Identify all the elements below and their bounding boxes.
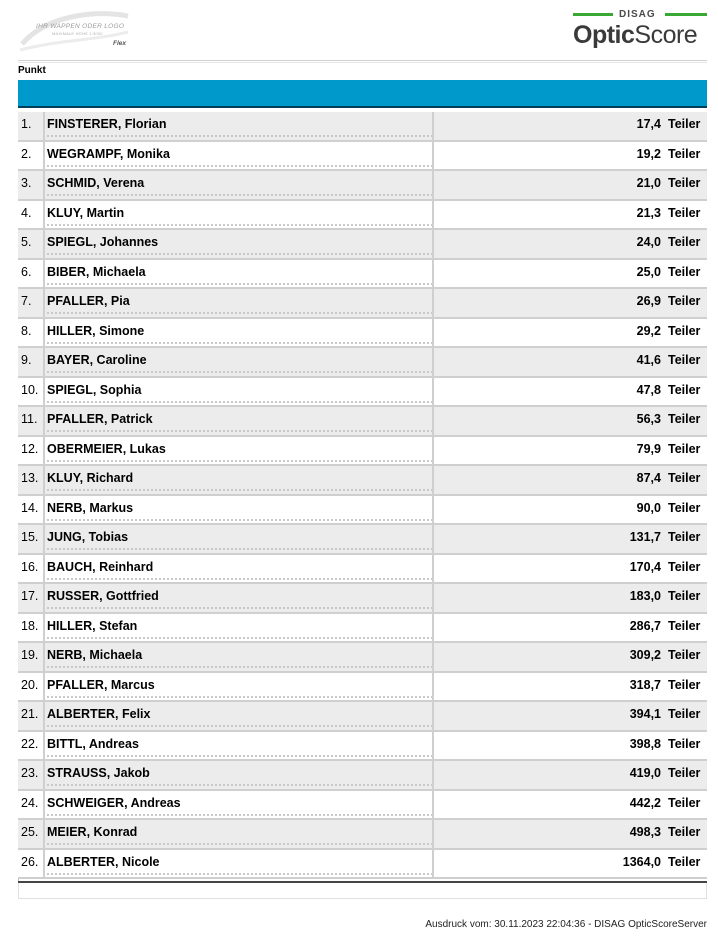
table-row (18, 348, 707, 378)
rank-cell: 6. (21, 264, 32, 279)
score-unit: Teiler (668, 264, 701, 279)
score-unit: Teiler (668, 412, 701, 426)
score-unit: Teiler (668, 648, 701, 662)
dotted-guide (47, 607, 433, 609)
table-row (18, 171, 707, 201)
table-row (18, 525, 707, 555)
rank-cell: 11. (21, 412, 38, 426)
header-divider (18, 60, 707, 61)
column-divider (43, 407, 45, 435)
score-value: 419,0 (629, 766, 661, 780)
score-unit: Teiler (668, 146, 701, 161)
column-divider (43, 555, 45, 583)
column-divider (43, 496, 45, 524)
brand-bar-left (573, 13, 613, 16)
table-row (18, 584, 707, 614)
column-divider (432, 555, 434, 583)
rank-cell: 7. (21, 294, 32, 308)
score-value: 25,0 (636, 264, 661, 279)
shooter-name: KLUY, Richard (47, 471, 134, 485)
column-divider (43, 820, 45, 848)
column-divider (43, 466, 45, 494)
shooter-name: KLUY, Martin (47, 205, 125, 220)
score-value: 24,0 (636, 235, 661, 249)
table-row (18, 555, 707, 585)
section-title: Punkt (18, 65, 46, 76)
shooter-name: STRAUSS, Jakob (47, 766, 150, 780)
table-row (18, 230, 707, 260)
column-divider (43, 230, 45, 258)
rank-cell: 25. (21, 825, 39, 839)
column-divider (432, 201, 434, 229)
column-divider (432, 112, 434, 140)
column-divider (432, 791, 434, 819)
column-divider (43, 437, 45, 465)
score-unit: Teiler (668, 471, 701, 485)
dotted-guide (47, 666, 433, 668)
rank-cell: 10. (21, 382, 39, 397)
dotted-guide (47, 578, 433, 580)
column-divider (43, 761, 45, 789)
column-divider (43, 378, 45, 406)
score-value: 19,2 (636, 146, 661, 161)
score-value: 1364,0 (622, 854, 661, 869)
rank-cell: 17. (21, 589, 39, 603)
dotted-guide (47, 342, 433, 344)
score-value: 26,9 (636, 294, 661, 308)
score-value: 394,1 (629, 707, 661, 721)
shooter-name: ALBERTER, Nicole (47, 854, 160, 869)
score-value: 29,2 (636, 323, 661, 338)
column-divider (432, 171, 434, 199)
column-divider (432, 437, 434, 465)
score-value: 183,0 (629, 589, 661, 603)
shooter-name: PFALLER, Patrick (47, 412, 153, 426)
column-divider (432, 142, 434, 170)
score-unit: Teiler (668, 618, 701, 633)
column-divider (43, 614, 45, 642)
column-divider (432, 820, 434, 848)
dotted-guide (47, 755, 433, 757)
table-row (18, 319, 707, 349)
table-row (18, 201, 707, 231)
rank-cell: 24. (21, 795, 39, 810)
score-unit: Teiler (668, 205, 701, 220)
score-value: 21,3 (636, 205, 661, 220)
rank-cell: 4. (21, 205, 32, 220)
dotted-guide (47, 696, 433, 698)
score-unit: Teiler (668, 589, 701, 603)
column-divider (432, 614, 434, 642)
score-unit: Teiler (668, 117, 701, 131)
dotted-guide (47, 194, 433, 196)
shooter-name: RUSSER, Gottfried (47, 589, 159, 603)
score-value: 442,2 (629, 795, 661, 810)
rank-cell: 21. (21, 707, 39, 721)
column-divider (432, 378, 434, 406)
dotted-guide (47, 519, 433, 521)
table-row (18, 614, 707, 644)
table-row (18, 643, 707, 673)
dotted-guide (47, 814, 433, 816)
shooter-name: PFALLER, Pia (47, 294, 130, 308)
score-value: 398,8 (629, 736, 661, 751)
column-divider (432, 673, 434, 701)
rank-cell: 8. (21, 323, 32, 338)
table-row (18, 820, 707, 850)
table-row (18, 496, 707, 526)
rank-cell: 13. (21, 471, 39, 485)
brand-bar-right (665, 13, 707, 16)
dotted-guide (47, 725, 433, 727)
shooter-name: BAUCH, Reinhard (47, 559, 154, 574)
dotted-guide (47, 430, 433, 432)
column-divider (432, 289, 434, 317)
score-unit: Teiler (668, 530, 701, 544)
table-row (18, 761, 707, 791)
column-divider (432, 230, 434, 258)
score-unit: Teiler (668, 353, 701, 367)
logo-line-2: MAXIMALE HÖHE 1:3000 (52, 31, 103, 36)
shooter-name: SPIEGL, Sophia (47, 382, 142, 397)
brand-optic: Optic (573, 21, 635, 49)
column-divider (43, 142, 45, 170)
table-row (18, 466, 707, 496)
score-value: 41,6 (636, 353, 661, 367)
rank-cell: 15. (21, 530, 39, 544)
dotted-guide (47, 283, 433, 285)
dotted-guide (47, 253, 433, 255)
column-divider (43, 584, 45, 612)
rank-cell: 18. (21, 618, 39, 633)
rank-cell: 3. (21, 176, 32, 190)
header-divider-secondary (18, 62, 707, 63)
rank-cell: 23. (21, 766, 39, 780)
score-value: 318,7 (629, 677, 661, 692)
table-footer-box (18, 883, 707, 899)
score-unit: Teiler (668, 854, 701, 869)
rank-cell: 20. (21, 677, 39, 692)
shooter-name: BIBER, Michaela (47, 264, 146, 279)
brand-disag: DISAG (619, 9, 656, 20)
column-divider (43, 112, 45, 140)
table-row (18, 732, 707, 762)
column-divider (43, 525, 45, 553)
rank-cell: 22. (21, 736, 39, 751)
score-unit: Teiler (668, 176, 701, 190)
dotted-guide (47, 224, 433, 226)
column-divider (43, 791, 45, 819)
table-row (18, 378, 707, 408)
column-divider (432, 496, 434, 524)
shooter-name: PFALLER, Marcus (47, 677, 155, 692)
column-divider (432, 584, 434, 612)
dotted-guide (47, 135, 433, 137)
shooter-name: BITTL, Andreas (47, 736, 139, 751)
column-divider (43, 702, 45, 730)
score-unit: Teiler (668, 795, 701, 810)
column-divider (432, 643, 434, 671)
score-unit: Teiler (668, 707, 701, 721)
shooter-name: BAYER, Caroline (47, 353, 147, 367)
column-divider (432, 525, 434, 553)
dotted-guide (47, 784, 433, 786)
column-divider (432, 850, 434, 878)
table-row (18, 791, 707, 821)
column-divider (432, 702, 434, 730)
rank-cell: 12. (21, 441, 39, 456)
rank-cell: 9. (21, 353, 32, 367)
rank-cell: 19. (21, 648, 39, 662)
shooter-name: NERB, Markus (47, 500, 134, 515)
dotted-guide (47, 460, 433, 462)
score-value: 87,4 (636, 471, 661, 485)
column-divider (432, 732, 434, 760)
shooter-name: WEGRAMPF, Monika (47, 146, 170, 161)
score-value: 286,7 (629, 618, 661, 633)
score-unit: Teiler (668, 736, 701, 751)
score-unit: Teiler (668, 323, 701, 338)
column-divider (43, 643, 45, 671)
rank-cell: 1. (21, 117, 32, 131)
shooter-name: SCHWEIGER, Andreas (47, 795, 181, 810)
rank-cell: 2. (21, 146, 32, 161)
score-unit: Teiler (668, 382, 701, 397)
column-divider (43, 850, 45, 878)
score-unit: Teiler (668, 766, 701, 780)
dotted-guide (47, 489, 433, 491)
table-header-bar (18, 80, 707, 108)
table-row (18, 673, 707, 703)
shooter-name: ALBERTER, Felix (47, 707, 151, 721)
table-row (18, 702, 707, 732)
score-unit: Teiler (668, 825, 701, 839)
column-divider (432, 348, 434, 376)
score-unit: Teiler (668, 294, 701, 308)
column-divider (43, 201, 45, 229)
column-divider (432, 466, 434, 494)
score-value: 21,0 (636, 176, 661, 190)
column-divider (43, 673, 45, 701)
column-divider (432, 260, 434, 288)
column-divider (43, 732, 45, 760)
table-row (18, 289, 707, 319)
table-row (18, 407, 707, 437)
score-value: 309,2 (629, 648, 661, 662)
table-row (18, 850, 707, 880)
score-value: 170,4 (629, 559, 661, 574)
score-value: 498,3 (629, 825, 661, 839)
brand-score: Score (634, 21, 698, 49)
logo-line-1: IHR WAPPEN ODER LOGO (36, 23, 125, 30)
column-divider (43, 348, 45, 376)
dotted-guide (47, 873, 433, 875)
logo-line-3: Flex (113, 40, 127, 47)
print-footer: Ausdruck vom: 30.11.2023 22:04:36 - DISAG OpticScoreServer (425, 919, 707, 930)
shooter-name: MEIER, Konrad (47, 825, 138, 839)
opticscore-brand-logo (573, 9, 707, 49)
shooter-name: NERB, Michaela (47, 648, 143, 662)
column-divider (43, 260, 45, 288)
rank-cell: 16. (21, 559, 39, 574)
brand-opticscore (573, 21, 697, 50)
club-logo-placeholder (18, 10, 130, 52)
column-divider (432, 761, 434, 789)
dotted-guide (47, 637, 433, 639)
score-unit: Teiler (668, 235, 701, 249)
score-value: 90,0 (636, 500, 661, 515)
dotted-guide (47, 843, 433, 845)
score-value: 17,4 (636, 117, 661, 131)
score-unit: Teiler (668, 500, 701, 515)
shooter-name: FINSTERER, Florian (47, 117, 167, 131)
rank-cell: 26. (21, 854, 39, 869)
rank-cell: 14. (21, 500, 39, 515)
shooter-name: SCHMID, Verena (47, 176, 145, 190)
rank-cell: 5. (21, 235, 32, 249)
score-unit: Teiler (668, 677, 701, 692)
column-divider (432, 319, 434, 347)
dotted-guide (47, 548, 433, 550)
table-row (18, 112, 707, 142)
shooter-name: HILLER, Simone (47, 323, 145, 338)
shooter-name: HILLER, Stefan (47, 618, 138, 633)
table-row (18, 260, 707, 290)
score-value: 47,8 (636, 382, 661, 397)
results-table (18, 112, 707, 879)
table-row (18, 142, 707, 172)
column-divider (43, 171, 45, 199)
column-divider (43, 319, 45, 347)
dotted-guide (47, 312, 433, 314)
shooter-name: JUNG, Tobias (47, 530, 129, 544)
table-row (18, 437, 707, 467)
dotted-guide (47, 371, 433, 373)
column-divider (432, 407, 434, 435)
dotted-guide (47, 165, 433, 167)
dotted-guide (47, 401, 433, 403)
score-unit: Teiler (668, 441, 701, 456)
score-value: 56,3 (636, 412, 661, 426)
score-value: 79,9 (636, 441, 661, 456)
column-divider (43, 289, 45, 317)
score-unit: Teiler (668, 559, 701, 574)
score-value: 131,7 (629, 530, 661, 544)
shooter-name: SPIEGL, Johannes (47, 235, 159, 249)
shooter-name: OBERMEIER, Lukas (47, 441, 166, 456)
